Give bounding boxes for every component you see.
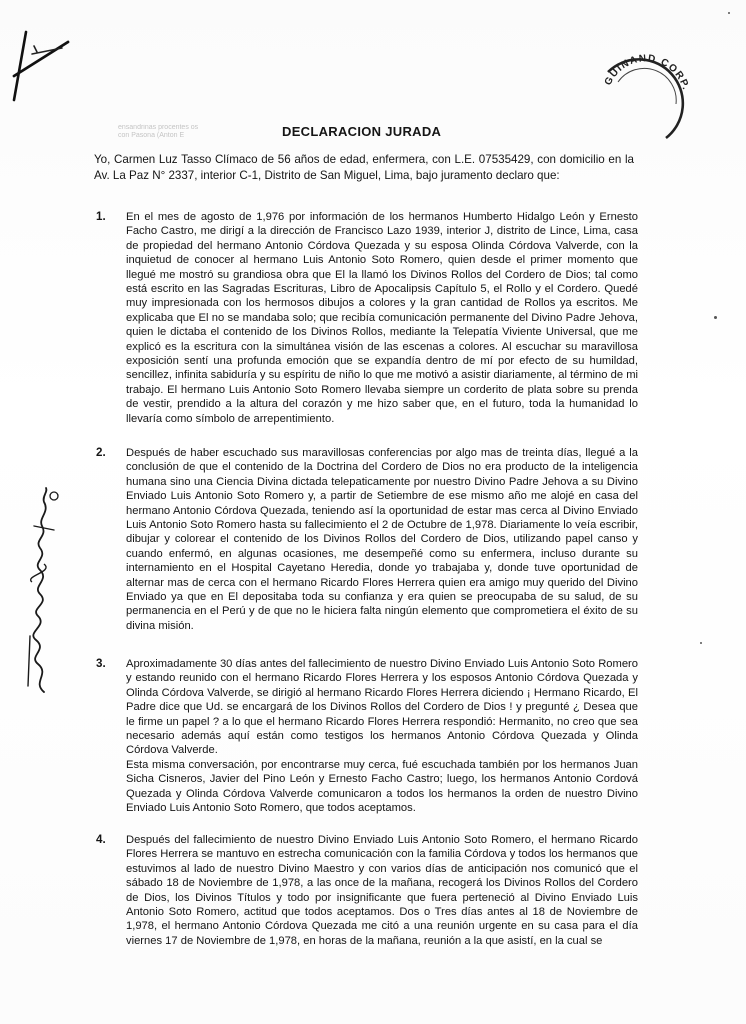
item-body bbox=[126, 210, 638, 426]
item-body bbox=[126, 446, 638, 633]
company-stamp bbox=[596, 42, 700, 146]
item-number: 1. bbox=[96, 210, 106, 223]
scan-speck bbox=[700, 642, 702, 644]
ghost-line: ensandrinas procentes os bbox=[118, 124, 199, 131]
item-number: 2. bbox=[96, 446, 106, 459]
item-body bbox=[126, 833, 638, 948]
handwritten-signature bbox=[14, 486, 64, 696]
item-body bbox=[126, 657, 638, 815]
item-number: 3. bbox=[96, 657, 106, 670]
stamp-text: GUINAND CORP. bbox=[602, 53, 692, 93]
intro-paragraph: Yo, Carmen Luz Tasso Clímaco de 56 años de edad, enfermera, con L.E. 07535429, con domicilio en la Av. La Paz N° 2337, interior C-1, Distrito de San Miguel, Lima, bajo juramento declaro que: bbox=[94, 153, 634, 182]
item-paragraph: Aproximadamente 30 días antes del fallecimiento de nuestro Divino Enviado Luis Antonio Soto Romero y estando reunido con el hermano Ricardo Flores Herrera y los esposos Antonio Córdova Quezada y Olinda Córdova Valverde, se dirigió al hermano Ricardo Flores Herrera diciendo ¡ Hermano Ricardo, El Padre dice que Ud. se encargará de los Divinos Rollos del Cordero de Dios ! y pregunté ¿ Desea que le firme un papel ? a lo que el hermano Ricardo Flores Herrera respondió: Hermanito, no creo que sea necesario además aquí están como testigos los hermanos Antonio Córdova Quezada y Olinda Córdova Valverde. bbox=[126, 658, 638, 757]
scan-speck bbox=[728, 12, 730, 14]
item-paragraph: Después del fallecimiento de nuestro Divino Enviado Luis Antonio Soto Romero, el hermano Ricardo Flores Herrera se mantuvo en estrecha comunicación con la familia Córdova y todos los hermanos que estuvimos al lado de nuestro Divino Maestro y con varios días de anticipación nos comunicó que el sábado 18 de Noviembre de 1,978, a las once de la mañana, recogerá los Divinos Rollos del Cordero de Dios, los Divinos Títulos y todo por insignificante que fuera perteneció al Divino Enviado Luis Antonio Soto Romero, actitud que todos aceptamos. Dos o Tres días antes al 18 de Noviembre de 1,978, el hermano Antonio Córdova Quezada me citó a una reunión urgente en su casa para el día viernes 17 de Noviembre de 1,978, en horas de la mañana, reunión a la que asistí, en la cual se bbox=[126, 834, 638, 947]
ghost-text bbox=[118, 124, 268, 140]
pen-mark-icon bbox=[6, 18, 86, 108]
item-paragraph: Después de haber escuchado sus maravillosas conferencias por algo mas de treinta días, llegué a la conclusión de que el contenido de la Doctrina del Cordero de Dios no era producto de la inteligencia humana sino una Ciencia Divina dictada telepaticamente por nuestro Divino Padre Jehova a su Divino Enviado Luis Antonio Soto Romero y, a partir de Setiembre de ese mismo año me alojé en casa del hermano Antonio Córdova Quezada, teniendo así la oportunidad de estar mas cerca al Divino Enviado Luis Antonio Soto Romero hasta su fallecimiento el 2 de Octubre de 1,978. Diariamente lo veía escribir, dibujar y colorear el contenido de los Divinos Rollos del Cordero de Dios, utilizando papel canso y cuando enfermó, en algunas ocasiones, me desempeñé como su enfermera, incluso durante su internamiento en el Hospital Cayetano Heredia, donde yo trabajaba y, donde tuve oportunidad de alternar mas de cerca con el hermano Ricardo Flores Herrera quien era amigo muy querido del Divino Enviado ya que en El depositaba toda su confianza y era quien se preocupaba de su salud, de su permanencia en el Perú y de que no le hiciera falta ningún elemento que comprometiera el éxito de su divina misión. bbox=[126, 447, 638, 632]
item-paragraph: En el mes de agosto de 1,976 por información de los hermanos Humberto Hidalgo León y Ernesto Facho Castro, me dirigí a la dirección de Francisco Lazo 1939, interior J, distrito de Lince, Lima, casa de propiedad del hermano Antonio Córdova Quezada y su esposa Olinda Córdova Valverde, con la inquietud de conocer al hermano Luis Antonio Soto Romero, quien desde el primer momento que llegué me mostró su grandiosa obra que El la llamó los Divinos Rollos del Cordero de Dios; tal como está escrito en las Sagradas Escrituras, Libro de Apocalipsis Capítulo 5, el Rollo y el Cordero. Quedé muy impresionada con los hermosos dibujos a colores y la gran cantidad de Rollos ya escritos. Me explicaba que El no se mandaba solo; que recibía comunicación permanente del Divino Padre Jehova, quien le dictaba el contenido de los Divinos Rollos, mediante la Telepatía Viviente Universal, que me explicó es la escritura con la simultánea visión de las escenas a colores. Al escuchar su maravillosa exposición sentí una profunda emoción que se expandía dentro de mí por efecto de su humildad, sencillez, infinita sabiduría y su espíritu de niño lo que me motivó a asistir diariamente, al término de mi trabajo. El hermano Luis Antonio Soto Romero llevaba siempre un corderito de plata sobre su prenda de vestir, prendido a la altura del corazón y me hizo saber que, en el futuro, toda la humanidad lo llevaría como símbolo de arrepentimiento. bbox=[126, 211, 638, 425]
page-title: DECLARACION JURADA bbox=[282, 124, 442, 139]
item-paragraph: Esta misma conversación, por encontrarse muy cerca, fué escuchada también por los hermanos Juan Sicha Cisneros, Javier del Pino León y Ernesto Facho Castro; luego, los hermanos Antonio Cordová Quezada y Olinda Córdova Valverde comunicaron a todos los hermanos la orden de nuestro Divino Enviado Luis Antonio Soto Romero, que todos aceptamos. bbox=[126, 758, 638, 815]
ghost-line: con Pasona (Anton E bbox=[118, 132, 185, 139]
scan-speck bbox=[714, 316, 717, 319]
item-number: 4. bbox=[96, 833, 106, 846]
svg-text:GUINAND CORP. bbox=[603, 53, 692, 92]
